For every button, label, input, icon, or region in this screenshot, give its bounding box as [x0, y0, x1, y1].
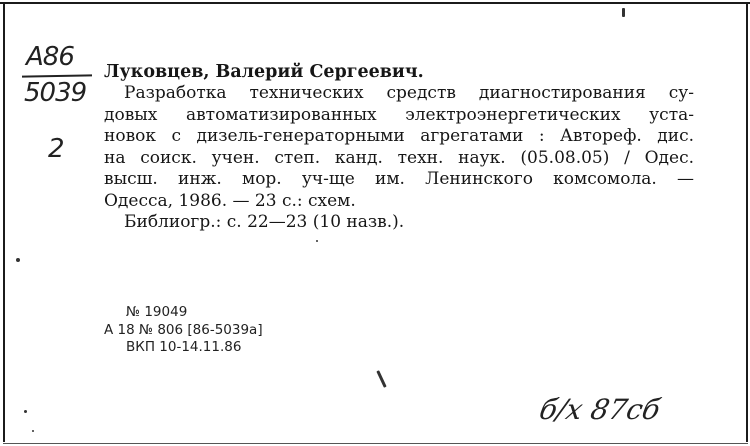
- scan-speck: [622, 8, 625, 17]
- scan-speck: [376, 370, 386, 388]
- handwritten-copy-mark: 2: [48, 134, 65, 164]
- title-line: новок с дизель-генераторными агрегатами : Автореф. дис.: [104, 126, 694, 146]
- title-line: довых автоматизированных электроэнергетических уста-: [104, 104, 694, 125]
- scan-speck: [16, 258, 20, 262]
- title-line: высш. инж. мор. уч-ще им. Ленинского комсомола. —: [104, 169, 694, 189]
- handwritten-shelf-code: A86: [26, 42, 74, 72]
- catalog-vkp: ВКП 10-14.11.86: [126, 339, 242, 355]
- title-line: на соиск. учен. степ. канд. техн. наук. (05.08.05) / Одес.: [104, 147, 694, 168]
- card-edge-bottom: [3, 443, 748, 444]
- catalog-block: [104, 304, 263, 357]
- card-edge-top: [0, 2, 750, 4]
- card-edge-left: [3, 4, 5, 442]
- title-line: Разработка технических средств диагностирования су-: [124, 83, 694, 103]
- catalog-number: № 19049: [126, 304, 188, 320]
- scan-speck: [316, 240, 318, 242]
- handwritten-shelf-number: 5039: [24, 78, 87, 108]
- handwritten-signature: б/х 87сб: [536, 393, 664, 426]
- scan-speck: [24, 410, 27, 413]
- author-heading: Луковцев, Валерий Сергеевич.: [104, 62, 424, 82]
- description-block: [104, 83, 694, 234]
- scan-speck: [32, 430, 34, 432]
- card-edge-right: [746, 4, 748, 442]
- catalog-accession: А 18 № 806 [86-5039а]: [104, 321, 263, 338]
- bibliography-note: Библиогр.: с. 22—23 (10 назв.).: [124, 212, 405, 232]
- title-line: Одесса, 1986. — 23 с.: схем.: [104, 190, 356, 211]
